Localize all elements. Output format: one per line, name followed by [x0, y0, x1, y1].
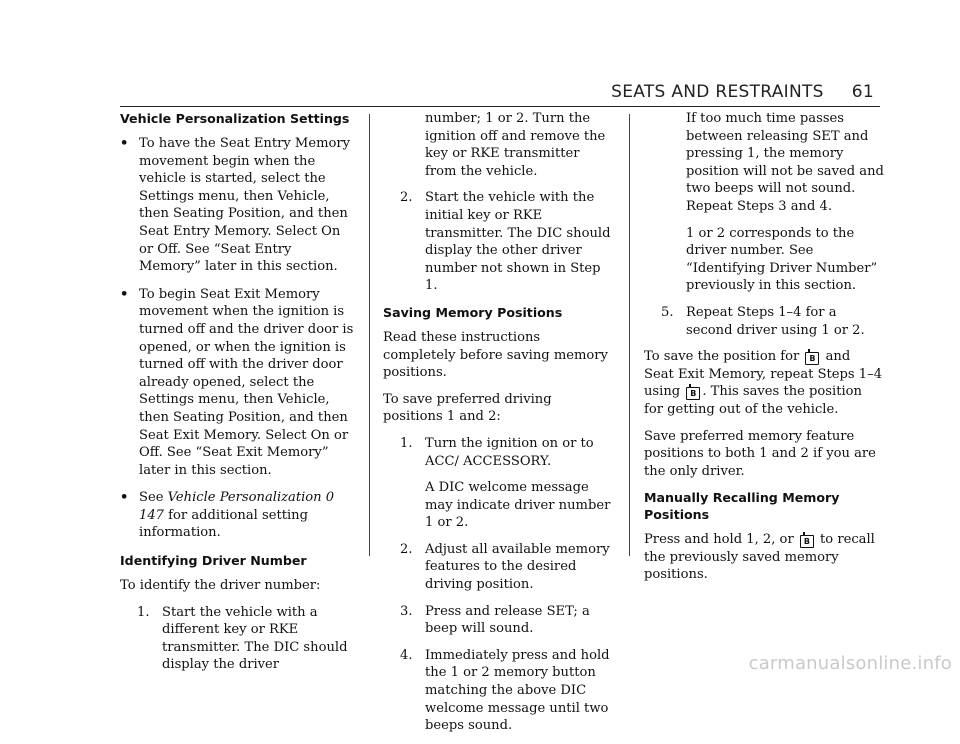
bullet-mark: •: [120, 286, 129, 302]
heading-vehicle-personalization: Vehicle Personalization Settings: [120, 111, 350, 126]
bullet-text: To have the Seat Entry Memory movement begin when the vehicle is started, select the Settings menu, then Vehicle, then Seating Position, and then Seat Entry Memory. Select On or Off. See “Seat Entry Memory” later in this section.: [139, 136, 351, 275]
step-continuation: number; 1 or 2. Turn the ignition off and remove the key or RKE transmitter from the vehicle.: [425, 111, 606, 179]
bullet-text-post: for additional setting information.: [139, 507, 308, 541]
column-2: [383, 110, 613, 744]
section-title: SEATS AND RESTRAINTS: [611, 82, 824, 102]
watermark: carmanualsonline.info: [748, 653, 952, 674]
paragraph: [644, 531, 884, 584]
intro-text: To identify the driver number:: [120, 578, 321, 594]
step-number: 3.: [400, 603, 413, 619]
paragraph: [644, 348, 884, 418]
paragraph-text: To save the position for: [644, 349, 804, 365]
bullet-mark: •: [120, 490, 129, 506]
step-text: Immediately press and hold the 1 or 2 memory button matching the above DIC welcome message until two beeps sound.: [425, 647, 610, 734]
page-header: [611, 82, 874, 102]
exit-memory-button-icon: B: [800, 535, 814, 548]
step-text: Start the vehicle with a different key or RKE transmitter. The DIC should display the driver: [162, 604, 348, 673]
column-divider: [629, 114, 630, 556]
step-number: 1.: [400, 435, 413, 451]
step-number: 1.: [137, 604, 150, 620]
step-text: Adjust all available memory features to the desired driving position.: [425, 541, 610, 593]
exit-memory-button-icon: B: [686, 387, 700, 400]
exit-memory-button-icon: B: [805, 352, 819, 365]
list-item: [120, 489, 356, 542]
step-text: Press and release SET; a beep will sound.: [425, 603, 590, 637]
step-continuation: 1 or 2 corresponds to the driver number. See “Identifying Driver Number” previously in this section.: [686, 225, 878, 294]
heading-identifying-driver: Identifying Driver Number: [120, 553, 307, 569]
page-number: 61: [851, 82, 874, 102]
column-divider: [369, 114, 370, 556]
step-item: [383, 647, 613, 735]
heading-saving-memory: Saving Memory Positions: [383, 304, 563, 320]
heading-manually-recalling: Manually Recalling Memory Positions: [644, 490, 840, 523]
page-reference[interactable]: 0 147: [139, 490, 335, 523]
step-text: Repeat Steps 1–4 for a second driver using 1 or 2.: [686, 304, 865, 338]
column-3: [644, 110, 884, 593]
step-number: 4.: [400, 647, 413, 663]
step-item: [383, 603, 613, 638]
paragraph: Save preferred memory feature positions to both 1 and 2 if you are the only driver.: [644, 428, 876, 479]
header-rule: [120, 106, 880, 107]
bullet-text: To begin Seat Exit Memory movement when the ignition is turned off and the driver door is opened, or when the ignition is turned off with the driver door already opened, select the Settings menu, then Vehicle, then Seating Position, and then Seat Exit Memory. Select On or Off. See “Seat Exit Memory” later in this section.: [139, 286, 354, 478]
step-number: 5.: [661, 304, 674, 320]
bullet-mark: •: [120, 136, 129, 151]
paragraph: To save preferred driving positions 1 and 2:: [383, 391, 552, 425]
paragraph-text: to recall the previously saved memory positions.: [644, 532, 875, 583]
cross-reference-link[interactable]: Vehicle Personalization: [167, 490, 322, 506]
paragraph-text: Press and hold 1, 2, or: [644, 532, 798, 548]
paragraph-text: and Seat Exit Memory, repeat Steps 1–4 using: [644, 349, 883, 400]
list-item: [120, 286, 356, 480]
step-item: [383, 189, 613, 295]
step-text: Turn the ignition on or to ACC/ ACCESSORY.: [425, 435, 594, 469]
step-number: 2.: [400, 541, 413, 557]
paragraph-text: . This saves the position for getting out of the vehicle.: [644, 384, 862, 417]
column-1: [120, 110, 356, 683]
list-item: [120, 135, 356, 276]
step-continuation: If too much time passes between releasing SET and pressing 1, the memory position will not be saved and two beeps will not sound. Repeat Steps 3 and 4.: [686, 111, 884, 214]
step-number: 2.: [400, 190, 413, 206]
step-item: [383, 435, 613, 470]
step-item: [644, 304, 884, 339]
step-item: [120, 604, 356, 674]
paragraph: Read these instructions completely before saving memory positions.: [383, 329, 608, 381]
bullet-text-pre: See: [139, 490, 168, 506]
step-subtext: A DIC welcome message may indicate driver number 1 or 2.: [425, 480, 611, 531]
step-item: [383, 541, 613, 594]
step-text: Start the vehicle with the initial key or RKE transmitter. The DIC should display the other driver number not shown in Step 1.: [425, 190, 611, 294]
